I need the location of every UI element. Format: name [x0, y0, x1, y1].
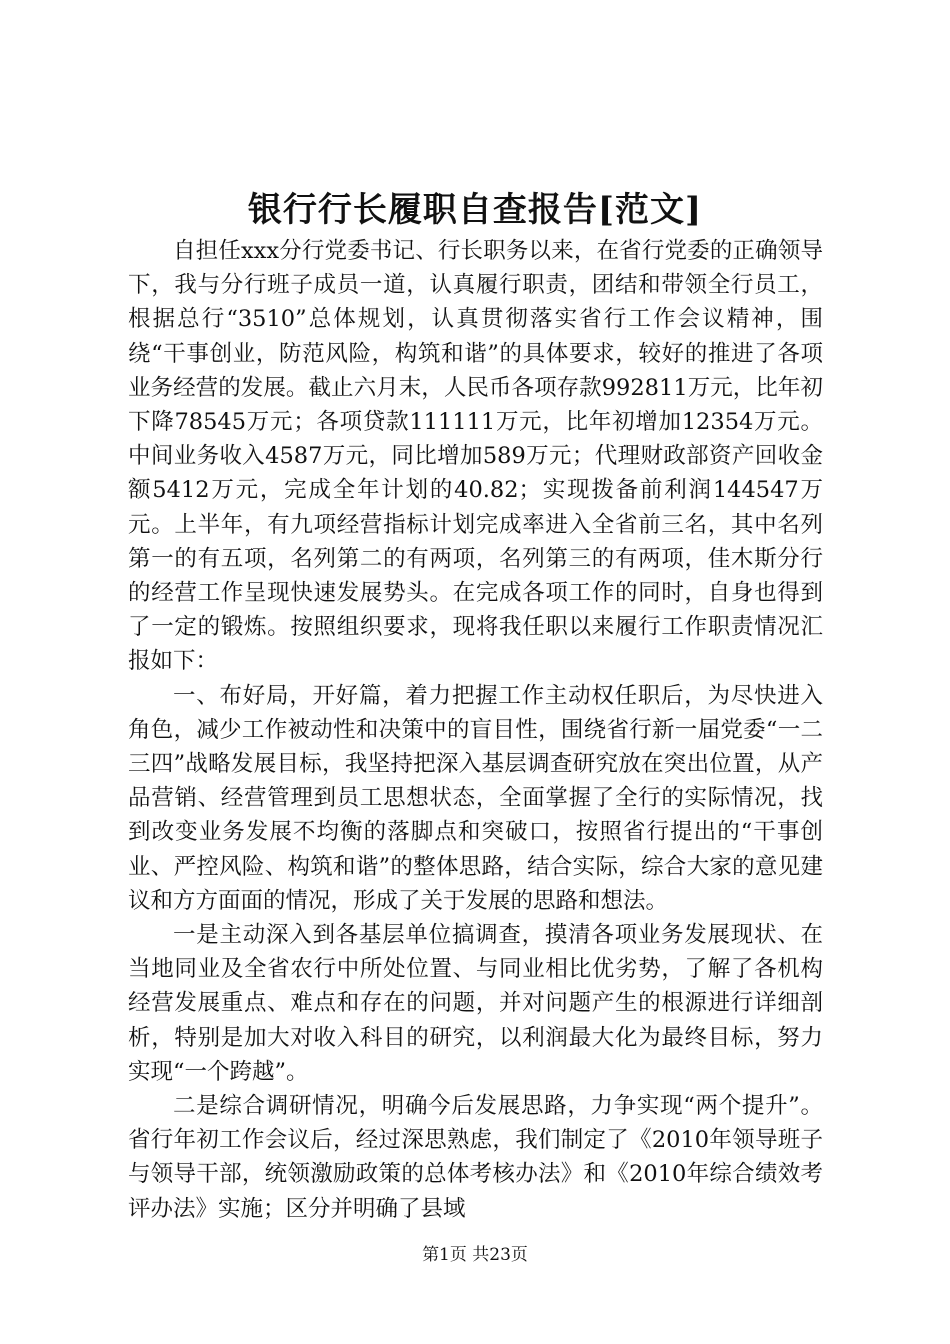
paragraph-point-one: 一是主动深入到各基层单位搞调查，摸清各项业务发展现状、在当地同业及全省农行中所处位置、与同业相比优劣势，了解了各机构经营发展重点、难点和存在的问题，并对问题产生的根源进行详细剖析，特别是加大对收入科目的研究，以利润最大化为最终目标，努力实现“一个跨越”。 — [128, 922, 823, 1085]
paragraph-point-two: 二是综合调研情况，明确今后发展思路，力争实现“两个提升”。省行年初工作会议后，经过深思熟虑，我们制定了《2010年领导班子与领导干部，统领激励政策的总体考核办法》和《2010年综合绩效考评办法》实施；区分并明确了县域 — [128, 1093, 823, 1222]
paragraph-section-one: 一、布好局，开好篇，着力把握工作主动权任职后，为尽快进入角色，减少工作被动性和决策中的盲目性，围绕省行新一届党委“一二三四”战略发展目标，我坚持把深入基层调查研究放在突出位置，从产品营销、经营管理到员工思想状态，全面掌握了全行的实际情况，找到改变业务发展不均衡的落脚点和突破口，按照省行提出的“干事创业、严控风险、构筑和谐”的整体思路，结合实际，综合大家的意见建议和方方面面的情况，形成了关于发展的思路和想法。 — [128, 682, 823, 914]
paragraph-intro: 自担任xxx分行党委书记、行长职务以来，在省行党委的正确领导下，我与分行班子成员一道，认真履行职责，团结和带领全行员工，根据总行“3510”总体规划，认真贯彻落实省行工作会议精神，围绕“干事创业，防范风险，构筑和谐”的具体要求，较好的推进了各项业务经营的发展。截止六月末，人民币各项存款992811万元，比年初下降78545万元；各项贷款111111万元，比年初增加12354万元。中间业务收入4587万元，同比增加589万元；代理财政部资产回收金额5412万元，完成全年计划的40.82；实现拨备前利润144547万元。上半年，有九项经营指标计划完成率进入全省前三名，其中名列第一的有五项，名列第二的有两项，名列第三的有两项，佳木斯分行的经营工作呈现快速发展势头。在完成各项工作的同时，自身也得到了一定的锻炼。按照组织要求，现将我任职以来履行工作职责情况汇报如下： — [128, 238, 823, 675]
document-title: 银行行长履职自查报告[范文] — [247, 190, 703, 230]
document-body — [128, 234, 823, 1226]
page-footer: 第1页 共23页 — [422, 1245, 528, 1265]
